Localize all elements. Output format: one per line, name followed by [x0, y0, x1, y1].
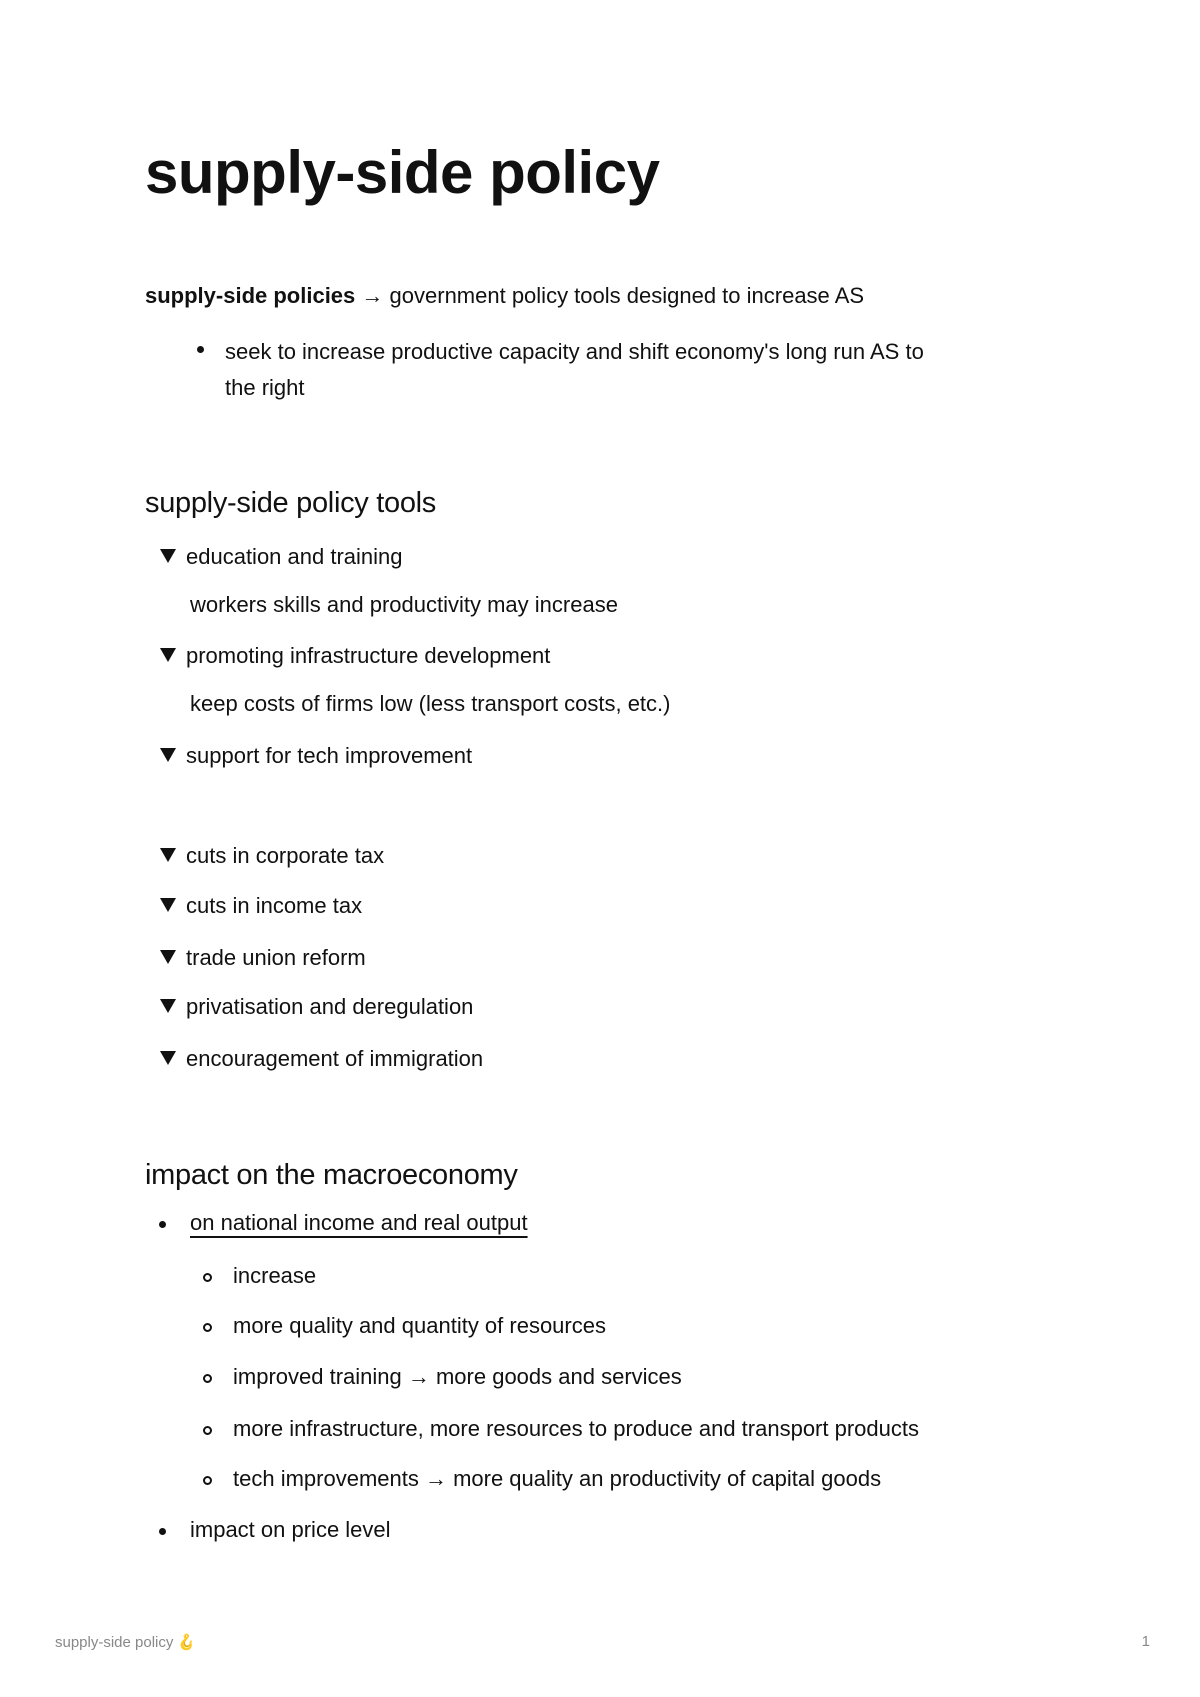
toggle-label: education and training — [186, 544, 403, 569]
toggle-body: workers skills and productivity may increase — [190, 592, 618, 617]
list-item-price-level: impact on price level — [190, 1517, 391, 1542]
section-heading-tools: supply-side policy tools — [145, 487, 436, 519]
sub-list-item: increase — [233, 1263, 317, 1288]
toggle-triangle-icon[interactable] — [160, 748, 176, 762]
toggle-label: trade union reform — [186, 945, 366, 970]
sub-list-item: more quality and quantity of resources — [233, 1313, 606, 1338]
sub-list-item: improved training → more goods and services — [233, 1364, 682, 1389]
toggle-triangle-icon[interactable] — [160, 950, 176, 964]
toggle-triangle-icon[interactable] — [160, 848, 176, 862]
toggle-income-tax[interactable] — [160, 895, 362, 917]
footer-page-number: 1 — [1141, 1633, 1150, 1650]
toggle-triangle-icon[interactable] — [160, 648, 176, 662]
page-title: supply-side policy — [145, 139, 660, 206]
hollow-bullet-icon — [203, 1476, 212, 1485]
toggle-trade-union[interactable] — [160, 947, 366, 969]
toggle-immigration[interactable] — [160, 1048, 483, 1070]
hollow-bullet-icon — [203, 1426, 212, 1435]
definition-paragraph — [145, 285, 864, 307]
sub-list-item: more infrastructure, more resources to produce and transport products — [233, 1416, 919, 1441]
hollow-bullet-icon — [203, 1323, 212, 1332]
toggle-corporate-tax[interactable] — [160, 845, 384, 867]
bullet-icon — [197, 346, 204, 353]
toggle-triangle-icon[interactable] — [160, 549, 176, 563]
toggle-label: promoting infrastructure development — [186, 643, 551, 668]
definition-term: supply-side policies — [145, 283, 356, 308]
footer-doc-name — [55, 1633, 196, 1651]
definition-text: government policy tools designed to increase AS — [389, 283, 865, 308]
toggle-label: support for tech improvement — [186, 743, 473, 768]
toggle-tech[interactable] — [160, 745, 472, 767]
toggle-label: cuts in income tax — [186, 893, 363, 918]
toggle-triangle-icon[interactable] — [160, 898, 176, 912]
toggle-triangle-icon[interactable] — [160, 999, 176, 1013]
arrow-icon: → — [361, 283, 384, 308]
sub-list-item: tech improvements → more quality an productivity of capital goods — [233, 1466, 882, 1491]
bullet-icon — [159, 1221, 166, 1228]
footer-doc-title: supply-side policy — [55, 1634, 174, 1651]
hollow-bullet-icon — [203, 1374, 212, 1383]
list-item-national-income: on national income and real output — [190, 1210, 528, 1235]
definition-bullet-line-1: seek to increase productive capacity and shift economy's long run AS to — [225, 339, 924, 364]
definition-bullet — [225, 334, 1075, 406]
toggle-triangle-icon[interactable] — [160, 1051, 176, 1065]
definition-bullet-line-2: the right — [225, 375, 305, 400]
hollow-bullet-icon — [203, 1273, 212, 1282]
toggle-label: encouragement of immigration — [186, 1046, 484, 1071]
toggle-label: privatisation and deregulation — [186, 994, 474, 1019]
toggle-infrastructure[interactable] — [160, 645, 550, 667]
toggle-education[interactable] — [160, 546, 403, 568]
hook-icon: 🪝 — [177, 1634, 197, 1651]
toggle-label: cuts in corporate tax — [186, 843, 385, 868]
section-heading-impact: impact on the macroeconomy — [145, 1159, 518, 1191]
toggle-privatisation[interactable] — [160, 996, 473, 1018]
bullet-icon — [159, 1528, 166, 1535]
toggle-body: keep costs of firms low (less transport costs, etc.) — [190, 691, 671, 716]
